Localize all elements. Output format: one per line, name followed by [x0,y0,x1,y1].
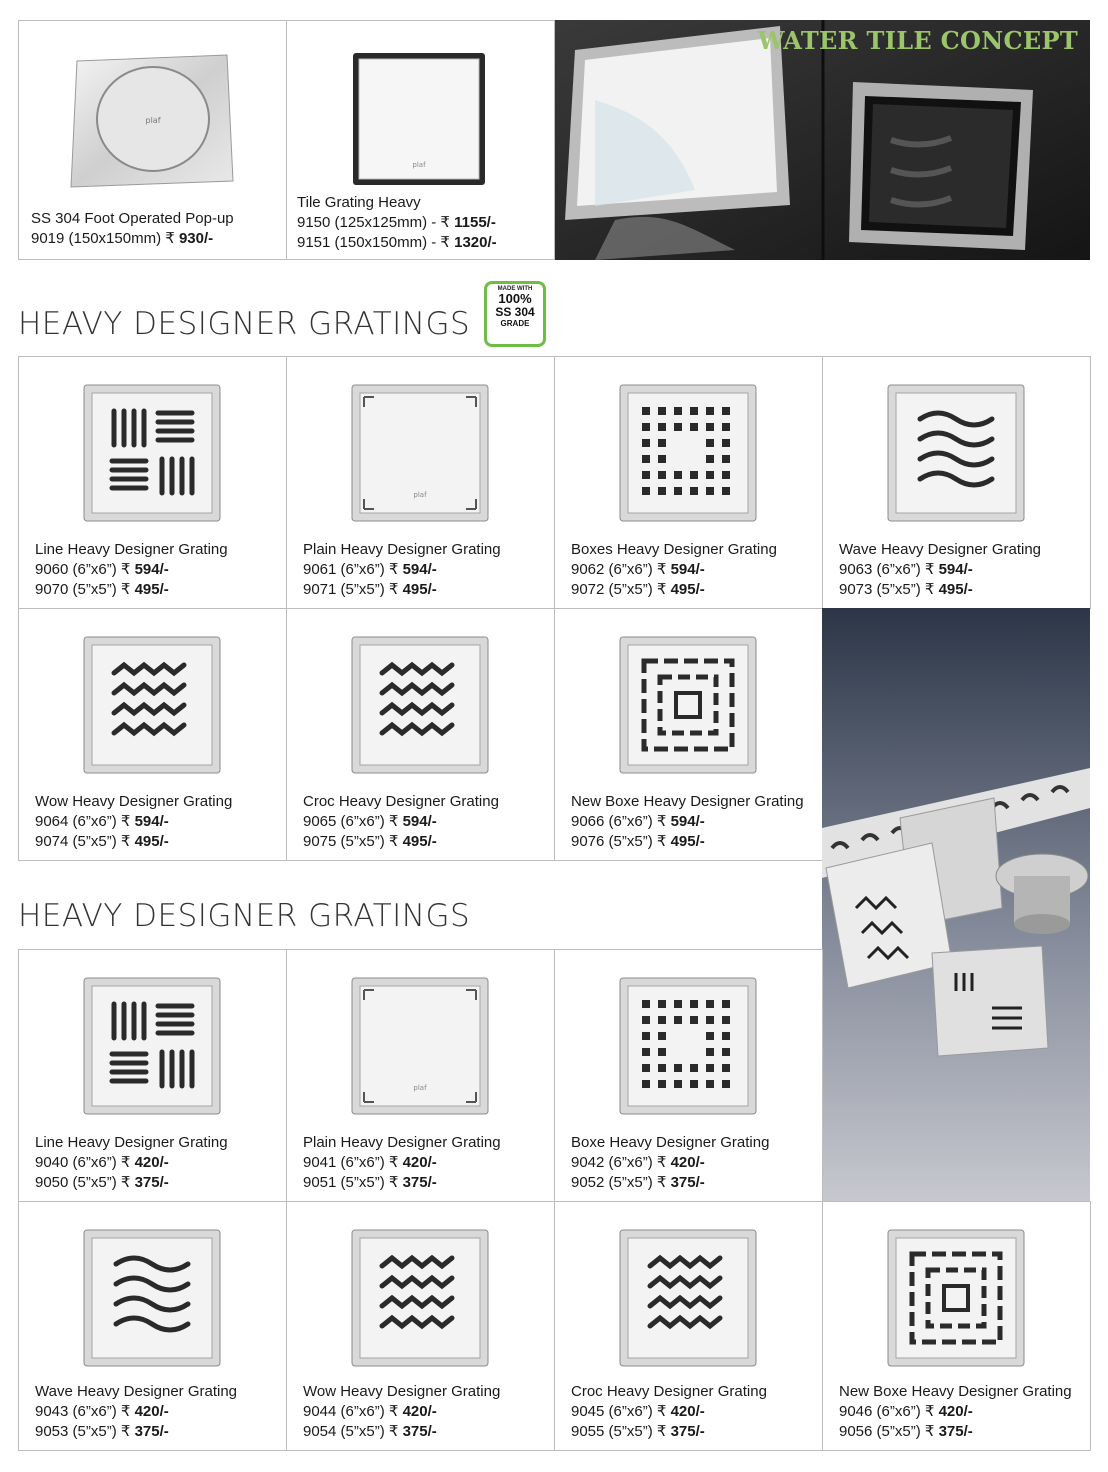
wow-grating-icon [82,635,222,775]
product-price-line [303,1173,501,1193]
product-price-line [571,560,777,580]
product-code: 9065 (6”x6”) [303,813,385,830]
currency-symbol: ₹ [120,833,131,850]
product-code: 9076 (5”x5”) [571,833,653,850]
badge-text: MADE WITH [497,286,533,292]
product-name: Wow Heavy Designer Grating [35,793,233,810]
product-price-line [839,1422,1072,1442]
product-price: 375/- [670,1423,705,1440]
product-code: 9055 (5”x5”) [571,1423,653,1440]
boxes-grating-icon [618,976,758,1116]
popup-drain-icon [67,51,237,191]
product-price-line [35,1402,237,1422]
currency-symbol: ₹ [924,581,935,598]
product-price-line [571,832,804,852]
badge-text: GRADE [500,319,530,328]
currency-symbol: ₹ [656,581,667,598]
currency-symbol: ₹ [656,1174,667,1191]
product-price-line [571,580,777,600]
product-code: 9063 (6”x6”) [839,561,921,578]
product-name: SS 304 Foot Operated Pop-up [31,210,234,227]
product-price: 594/- [938,561,973,578]
newboxe-grating-icon [618,635,758,775]
product-name: Wave Heavy Designer Grating [35,1383,238,1400]
product-price-line [303,560,501,580]
product-code: 9062 (6”x6”) [571,561,653,578]
boxes-grating-icon [618,383,758,523]
product-name: Plain Heavy Designer Grating [303,1134,501,1151]
product-code: 9056 (5”x5”) [839,1423,921,1440]
badge-text: SS 304 [495,305,535,319]
product-price: 375/- [134,1423,169,1440]
product-price-line: 9019 (150x150mm) ₹ 930/- [31,230,214,247]
product-name: Line Heavy Designer Grating [35,541,228,558]
product-price-line [303,1402,500,1422]
product-price: 495/- [134,581,169,598]
water-tile-concept-photo [555,20,1090,260]
svg-text:plaf: plaf [145,116,161,125]
currency-symbol: ₹ [388,561,399,578]
product-name: Line Heavy Designer Grating [35,1134,228,1151]
product-price-line [839,1402,1072,1422]
product-price: 420/- [134,1403,169,1420]
product-price-line [35,580,228,600]
product-price-line [303,812,499,832]
product-price-line [35,832,232,852]
line-grating-icon [82,976,222,1116]
croc-grating-icon [350,635,490,775]
product-price-line [839,560,1041,580]
product-price: 420/- [670,1403,705,1420]
currency-symbol: ₹ [924,1423,935,1440]
product-card [286,1201,555,1451]
product-price: 594/- [402,813,437,830]
product-name: Wow Heavy Designer Grating [303,1383,501,1400]
currency-symbol: ₹ [388,1174,399,1191]
product-name: New Boxe Heavy Designer Grating [571,793,804,810]
product-card [554,356,823,609]
product-card [554,949,823,1202]
product-card [286,608,555,861]
tile-grating-icon [349,49,489,189]
product-card-tile-grating [286,20,555,260]
product-card [18,356,287,609]
product-price-line [571,812,804,832]
product-price-line [303,1422,500,1442]
product-price-line [571,1173,769,1193]
product-card [286,949,555,1202]
currency-symbol: ₹ [120,1423,131,1440]
product-price: 420/- [402,1403,437,1420]
product-price-line: 9151 (150x150mm) - ₹ 1320/- [297,234,497,251]
product-code: 9066 (6”x6”) [571,813,653,830]
currency-symbol: ₹ [120,813,131,830]
product-price-line [571,1402,767,1422]
product-card [822,356,1091,609]
plain-grating-icon [350,383,490,523]
currency-symbol: ₹ [388,813,399,830]
product-price: 375/- [938,1423,973,1440]
product-price-line [35,1173,228,1193]
product-code: 9040 (6”x6”) [35,1154,117,1171]
currency-symbol: ₹ [388,1403,399,1420]
product-price-line [571,1153,769,1173]
svg-text:plaf: plaf [413,491,427,499]
product-price-line [35,812,232,832]
product-code: 9053 (5”x5”) [35,1423,117,1440]
product-code: 9043 (6”x6”) [35,1403,117,1420]
wave-grating-icon [82,1228,222,1368]
product-price-line [35,1153,228,1173]
product-price: 495/- [938,581,973,598]
product-code: 9054 (5”x5”) [303,1423,385,1440]
product-code: 9044 (6”x6”) [303,1403,385,1420]
product-price-line: 9150 (125x125mm) - ₹ 1155/- [297,214,496,231]
product-price: 375/- [402,1174,437,1191]
product-card [822,1201,1091,1451]
product-card-popup [18,20,287,260]
currency-symbol: ₹ [120,1174,131,1191]
currency-symbol: ₹ [388,1154,399,1171]
product-price: 594/- [670,561,705,578]
product-code: 9061 (6”x6”) [303,561,385,578]
product-code: 9051 (5”x5”) [303,1174,385,1191]
product-price: 495/- [134,833,169,850]
currency-symbol: ₹ [656,1154,667,1171]
currency-symbol: ₹ [656,833,667,850]
currency-symbol: ₹ [924,561,935,578]
product-price: 420/- [670,1154,705,1171]
product-price-line [839,580,1041,600]
product-price: 375/- [134,1174,169,1191]
newboxe-grating-icon [886,1228,1026,1368]
product-price-line [35,1422,237,1442]
wow-grating-icon [350,1228,490,1368]
wave-grating-icon [886,383,1026,523]
ss304-badge [484,281,546,347]
product-code: 9073 (5”x5”) [839,581,921,598]
product-price: 495/- [670,581,705,598]
product-name: New Boxe Heavy Designer Grating [839,1383,1072,1400]
product-price: 594/- [134,813,169,830]
product-price-line [303,832,499,852]
currency-symbol: ₹ [656,1423,667,1440]
currency-symbol: ₹ [656,813,667,830]
product-name: Boxes Heavy Designer Grating [571,541,777,558]
product-name: Boxe Heavy Designer Grating [571,1134,770,1151]
currency-symbol: ₹ [388,1423,399,1440]
product-card [18,949,287,1202]
product-price: 495/- [402,581,437,598]
product-price: 495/- [402,833,437,850]
product-name: Tile Grating Heavy [297,194,421,211]
product-price-line [303,1153,501,1173]
currency-symbol: ₹ [388,833,399,850]
product-code: 9074 (5”x5”) [35,833,117,850]
product-price-line [35,560,228,580]
product-price: 420/- [402,1154,437,1171]
product-price: 594/- [134,561,169,578]
product-price-line [303,580,501,600]
product-price: 420/- [938,1403,973,1420]
product-code: 9045 (6”x6”) [571,1403,653,1420]
section-title: HEAVY DESIGNER GRATINGS [18,306,471,342]
product-price-line [571,1422,767,1442]
product-price: 594/- [670,813,705,830]
currency-symbol: ₹ [388,581,399,598]
currency-symbol: ₹ [924,1403,935,1420]
badge-text: 100% [498,291,532,306]
product-code: 9042 (6”x6”) [571,1154,653,1171]
product-code: 9071 (5”x5”) [303,581,385,598]
product-price: 495/- [670,833,705,850]
product-code: 9052 (5”x5”) [571,1174,653,1191]
svg-text:plaf: plaf [413,1084,427,1092]
currency-symbol: ₹ [120,561,131,578]
product-price: 375/- [402,1423,437,1440]
product-code: 9060 (6”x6”) [35,561,117,578]
currency-symbol: ₹ [656,1403,667,1420]
product-price: 420/- [134,1154,169,1171]
product-name: Croc Heavy Designer Grating [303,793,499,810]
product-name: Wave Heavy Designer Grating [839,541,1042,558]
product-code: 9041 (6”x6”) [303,1154,385,1171]
plain-grating-icon [350,976,490,1116]
currency-symbol: ₹ [120,1403,131,1420]
product-code: 9070 (5”x5”) [35,581,117,598]
product-code: 9072 (5”x5”) [571,581,653,598]
product-price: 375/- [670,1174,705,1191]
grating-collection-photo [822,608,1090,1202]
product-card [554,1201,823,1451]
section-title: HEAVY DESIGNER GRATINGS [18,898,471,934]
line-grating-icon [82,383,222,523]
croc-grating-icon [618,1228,758,1368]
product-card [286,356,555,609]
currency-symbol: ₹ [120,581,131,598]
svg-text:plaf: plaf [412,161,426,169]
product-card [18,608,287,861]
product-price: 594/- [402,561,437,578]
photo-title: WATER TILE CONCEPT [757,26,1078,55]
product-code: 9075 (5”x5”) [303,833,385,850]
currency-symbol: ₹ [656,561,667,578]
product-code: 9050 (5”x5”) [35,1174,117,1191]
product-card [18,1201,287,1451]
product-card [554,608,823,861]
product-code: 9064 (6”x6”) [35,813,117,830]
product-name: Croc Heavy Designer Grating [571,1383,767,1400]
currency-symbol: ₹ [120,1154,131,1171]
product-name: Plain Heavy Designer Grating [303,541,501,558]
product-code: 9046 (6”x6”) [839,1403,921,1420]
